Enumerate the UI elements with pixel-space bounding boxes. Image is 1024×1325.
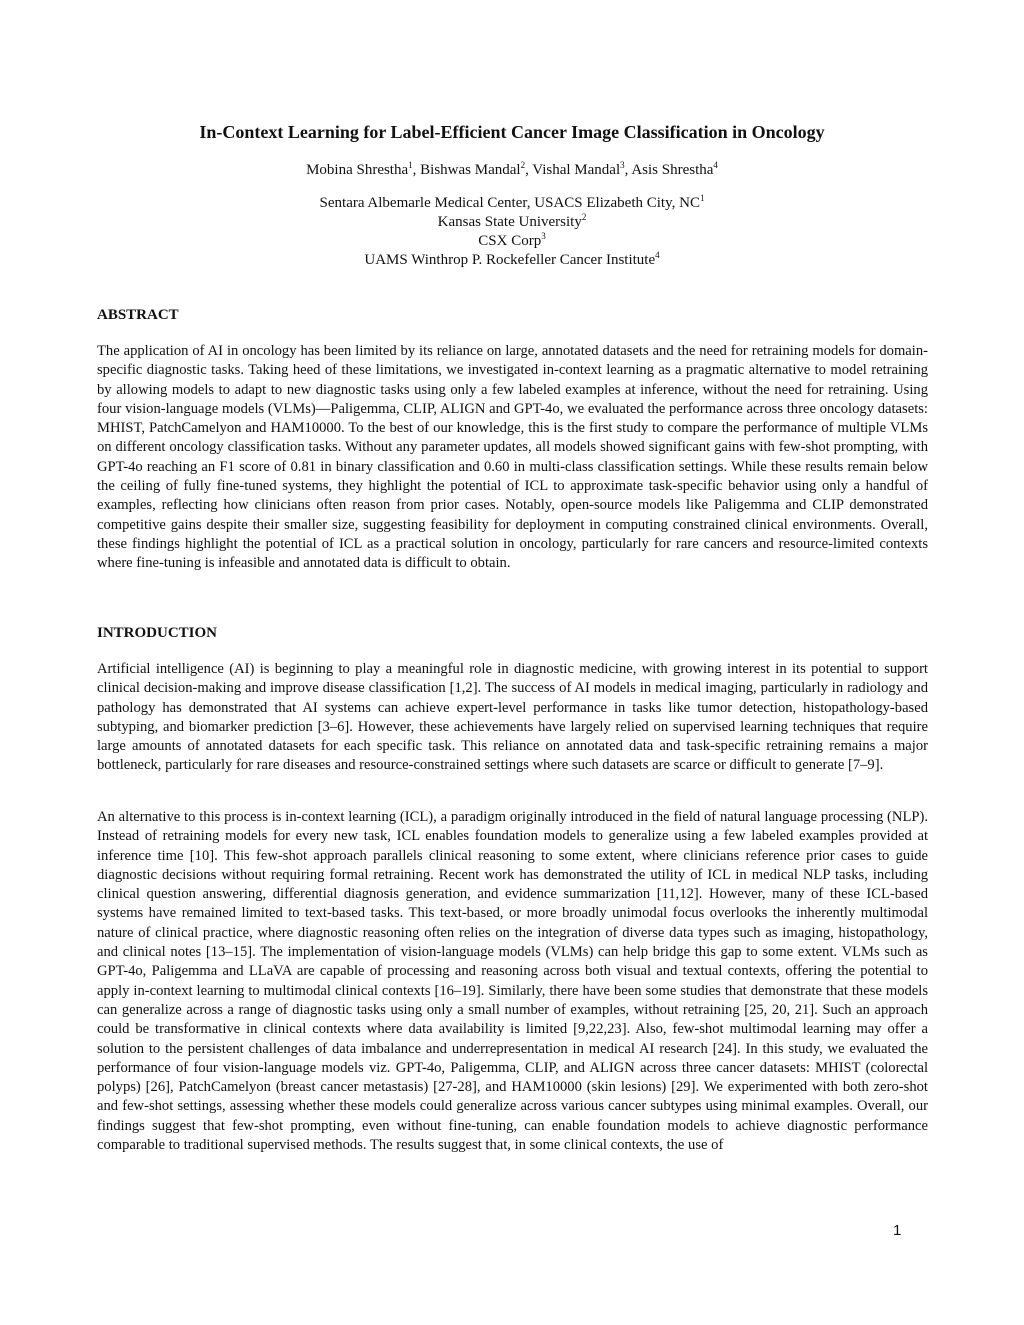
affiliation: UAMS Winthrop P. Rockefeller Cancer Institute$^4$ (364, 250, 660, 268)
introduction-paragraph-2: An alternative to this process is in-context learning (ICL), a paradigm originally introduced in the field of natural language processing (NLP). Instead of retraining models for every new task, ICL enables foundation models to generalize using a few labeled examples provided at inference time [10]. This few-shot approach parallels clinical reasoning to some extent, where clinicians reference prior cases to guide diagnostic decisions without requiring formal retraining. Recent work has demonstrated the utility of ICL in medical NLP tasks, including clinical question answering, differential diagnosis generation, and evidence summarization [11,12]. However, many of these ICL-based systems have remained limited to text-based tasks. This text-based, or more broadly unimodal focus overlooks the inherently multimodal nature of clinical practice, where diagnostic reasoning often relies on the integration of diverse data types such as imaging, histopathology, and clinical notes [13–15]. The implementation of vision-language models (VLMs) can help bridge this gap to some extent. VLMs such as GPT-4o, Paligemma and LLaVA are capable of processing and reasoning across both visual and textual contexts, offering the potential to apply in-context learning to multimodal clinical contexts [16–19]. Similarly, there have been some studies that demonstrate that these models can generalize across a range of diagnostic tasks using only a small number of examples, without retraining [25, 20, 21]. Such an approach could be transformative in clinical contexts where data availability is limited [9,22,23]. Also, few-shot multimodal learning may offer a solution to the persistent challenges of data imbalance and underrepresentation in medical AI research [24]. In this study, we evaluated the performance of four vision-language models viz. GPT-4o, Paligemma, CLIP, and ALIGN across three cancer datasets: MHIST (colorectal polyps) [26], PatchCamelyon (breast cancer metastasis) [27-28], and HAM10000 (skin lesions) [29]. We experimented with both zero-shot and few-shot settings, assessing whether these models could generalize across various cancer subtypes using minimal examples. Overall, our findings suggest that few-shot prompting, even without fine-tuning, can enable foundation models to achieve diagnostic performance comparable to traditional supervised methods. The results suggest that, in some clinical contexts, the use of (97, 809, 928, 1154)
introduction-heading: INTRODUCTION (97, 625, 218, 641)
abstract-body: The application of AI in oncology has been limited by its reliance on large, annotated datasets and the need for retraining models for domain-specific diagnostic tasks. Taking heed of these limitations, we investigated in-context learning as a pragmatic alternative to model retraining by allowing models to adapt to new diagnostic tasks using only a few labeled examples at inference, without the need for retraining. Using four vision-language models (VLMs)—Paligemma, CLIP, ALIGN and GPT-4o, we evaluated the performance across three oncology datasets: MHIST, PatchCamelyon and HAM10000. To the best of our knowledge, this is the first study to compare the performance of multiple VLMs on different oncology classification tasks. Without any parameter updates, all models showed significant gains with few-shot prompting, with GPT-4o reaching an F1 score of 0.81 in binary classification and 0.60 in multi-class classification settings. While these results remain below the ceiling of fully fine-tuned systems, they highlight the potential of ICL to approximate task-specific behavior using only a handful of examples, reflecting how clinicians often reason from prior cases. Notably, open-source models like Paligemma and CLIP demonstrated competitive gains despite their smaller size, suggesting feasibility for deployment in computing constrained clinical environments. Overall, these findings highlight the potential of ICL as a practical solution in oncology, particularly for rare cancers and resource-limited contexts where fine-tuning is infeasible and annotated data is difficult to obtain. (97, 343, 928, 572)
affiliation: CSX Corp$^3$ (478, 231, 546, 249)
page-number: 1 (893, 1222, 902, 1239)
author: Asis Shrestha$^4$ (631, 160, 718, 178)
affiliation-list (0, 194, 1024, 270)
paper-title: In-Context Learning for Label-Efficient Cancer Image Classification in Oncology (199, 122, 825, 142)
introduction-paragraph-1: Artificial intelligence (AI) is beginning to play a meaningful role in diagnostic medicine, with growing interest in its potential to support clinical decision-making and improve disease classification [1,2]. The success of AI models in medical imaging, particularly in radiology and pathology has demonstrated that AI systems can achieve expert-level performance in tasks like tumor detection, histopathology-based subtyping, and biomarker prediction [3–6]. However, these achievements have largely relied on supervised learning techniques that require large amounts of annotated datasets for each specific task. This reliance on annotated data and task-specific retraining remains a major bottleneck, particularly for rare diseases and resource-constrained settings where such datasets are scarce or difficult to generate [7–9]. (97, 661, 928, 774)
abstract-heading: ABSTRACT (97, 307, 179, 323)
affiliation: Sentara Albemarle Medical Center, USACS Elizabeth City, $NC^1$ (319, 193, 705, 211)
author-list (0, 162, 1024, 179)
author: Vishal Mandal$^3$, (532, 160, 632, 178)
author: Bishwas Mandal$^2$, (420, 160, 533, 178)
author: Mobina Shrestha$^1$, (306, 160, 421, 178)
affiliation: Kansas State University$^2$ (437, 212, 587, 230)
